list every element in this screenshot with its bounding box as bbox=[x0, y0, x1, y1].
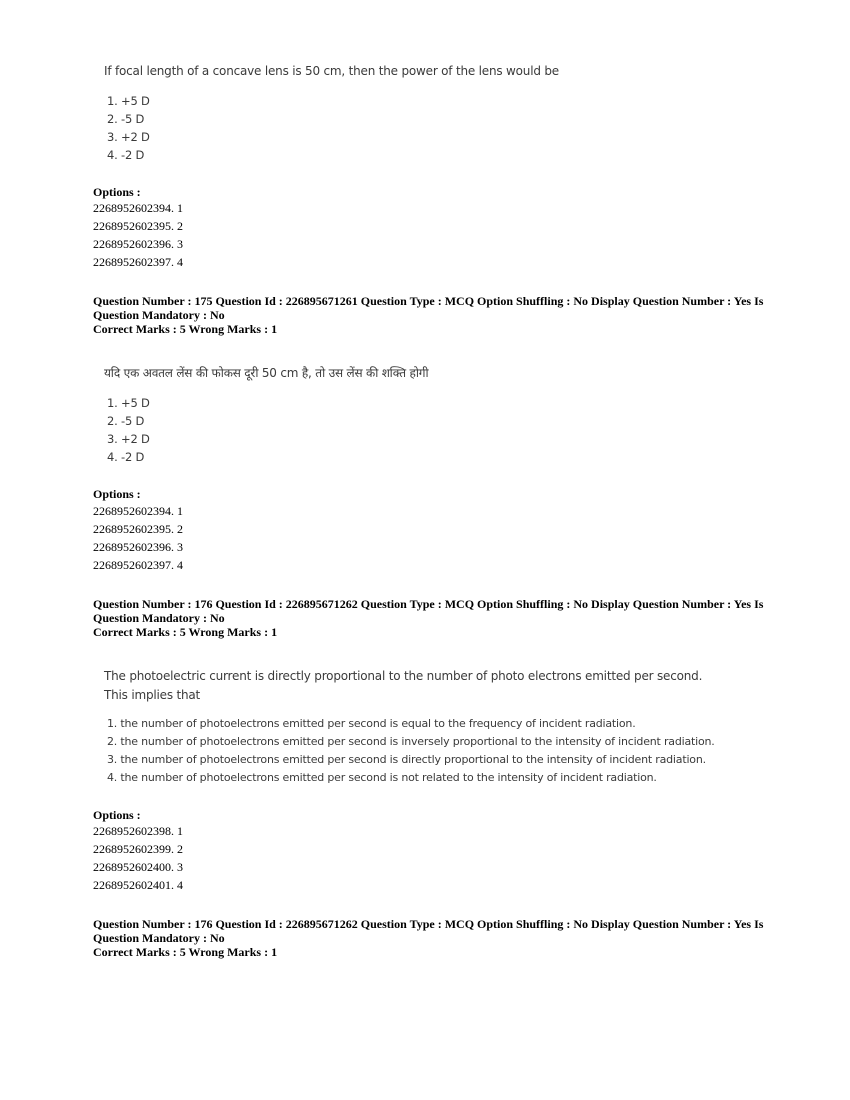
answer-choices bbox=[107, 715, 715, 787]
option-id: 2268952602401. 4 bbox=[93, 878, 183, 892]
meta-line: Correct Marks : 5 Wrong Marks : 1 bbox=[93, 945, 278, 959]
options-heading: Options : bbox=[93, 808, 141, 822]
answer-choices bbox=[107, 394, 150, 466]
option-id: 2268952602399. 2 bbox=[93, 842, 183, 856]
question-text: The photoelectric current is directly proportional to the number of photo electrons emitted per second. This implies that bbox=[104, 669, 703, 702]
meta-line: Correct Marks : 5 Wrong Marks : 1 bbox=[93, 625, 278, 639]
meta-line: Question Number : 176 Question Id : 226895671262 Question Type : MCQ Option Shuffling : No Display Question Number : Yes Is bbox=[93, 917, 764, 931]
meta-line: Question Mandatory : No bbox=[93, 308, 225, 322]
choice-item: 2. -5 D bbox=[107, 414, 145, 428]
options-list bbox=[93, 822, 183, 894]
option-id: 2268952602396. 3 bbox=[93, 540, 183, 554]
choice-item: 4. -2 D bbox=[107, 148, 145, 162]
question-meta bbox=[93, 597, 773, 639]
options-heading: Options : bbox=[93, 185, 141, 199]
options-list bbox=[93, 199, 183, 271]
option-id: 2268952602394. 1 bbox=[93, 504, 183, 518]
meta-line: Question Mandatory : No bbox=[93, 931, 225, 945]
answer-choices bbox=[107, 92, 150, 164]
options-list bbox=[93, 502, 183, 574]
choice-item: 3. the number of photoelectrons emitted per second is directly proportional to the intensity of incident radiation. bbox=[107, 753, 706, 766]
choice-item: 1. +5 D bbox=[107, 94, 150, 108]
choice-item: 3. +2 D bbox=[107, 130, 150, 144]
options-heading: Options : bbox=[93, 487, 141, 501]
question-text: If focal length of a concave lens is 50 cm, then the power of the lens would be bbox=[104, 64, 559, 78]
choice-item: 2. the number of photoelectrons emitted per second is inversely proportional to the intensity of incident radiation. bbox=[107, 735, 715, 748]
choice-item: 3. +2 D bbox=[107, 432, 150, 446]
question-meta bbox=[93, 917, 773, 959]
meta-line: Correct Marks : 5 Wrong Marks : 1 bbox=[93, 322, 278, 336]
choice-item: 2. -5 D bbox=[107, 112, 145, 126]
question-text: यदि एक अवतल लेंस की फोकस दूरी 50 cm है, तो उस लेंस की शक्ति होगी bbox=[104, 366, 429, 380]
meta-line: Question Number : 176 Question Id : 226895671262 Question Type : MCQ Option Shuffling : No Display Question Number : Yes Is bbox=[93, 597, 764, 611]
question-meta bbox=[93, 294, 773, 336]
option-id: 2268952602394. 1 bbox=[93, 201, 183, 215]
meta-line: Question Mandatory : No bbox=[93, 611, 225, 625]
choice-item: 1. the number of photoelectrons emitted per second is equal to the frequency of incident radiation. bbox=[107, 717, 636, 730]
choice-item: 4. the number of photoelectrons emitted per second is not related to the intensity of incident radiation. bbox=[107, 771, 657, 784]
choice-item: 4. -2 D bbox=[107, 450, 145, 464]
option-id: 2268952602400. 3 bbox=[93, 860, 183, 874]
option-id: 2268952602395. 2 bbox=[93, 522, 183, 536]
option-id: 2268952602398. 1 bbox=[93, 824, 183, 838]
meta-line: Question Number : 175 Question Id : 226895671261 Question Type : MCQ Option Shuffling : No Display Question Number : Yes Is bbox=[93, 294, 764, 308]
option-id: 2268952602397. 4 bbox=[93, 255, 183, 269]
option-id: 2268952602396. 3 bbox=[93, 237, 183, 251]
option-id: 2268952602397. 4 bbox=[93, 558, 183, 572]
option-id: 2268952602395. 2 bbox=[93, 219, 183, 233]
choice-item: 1. +5 D bbox=[107, 396, 150, 410]
